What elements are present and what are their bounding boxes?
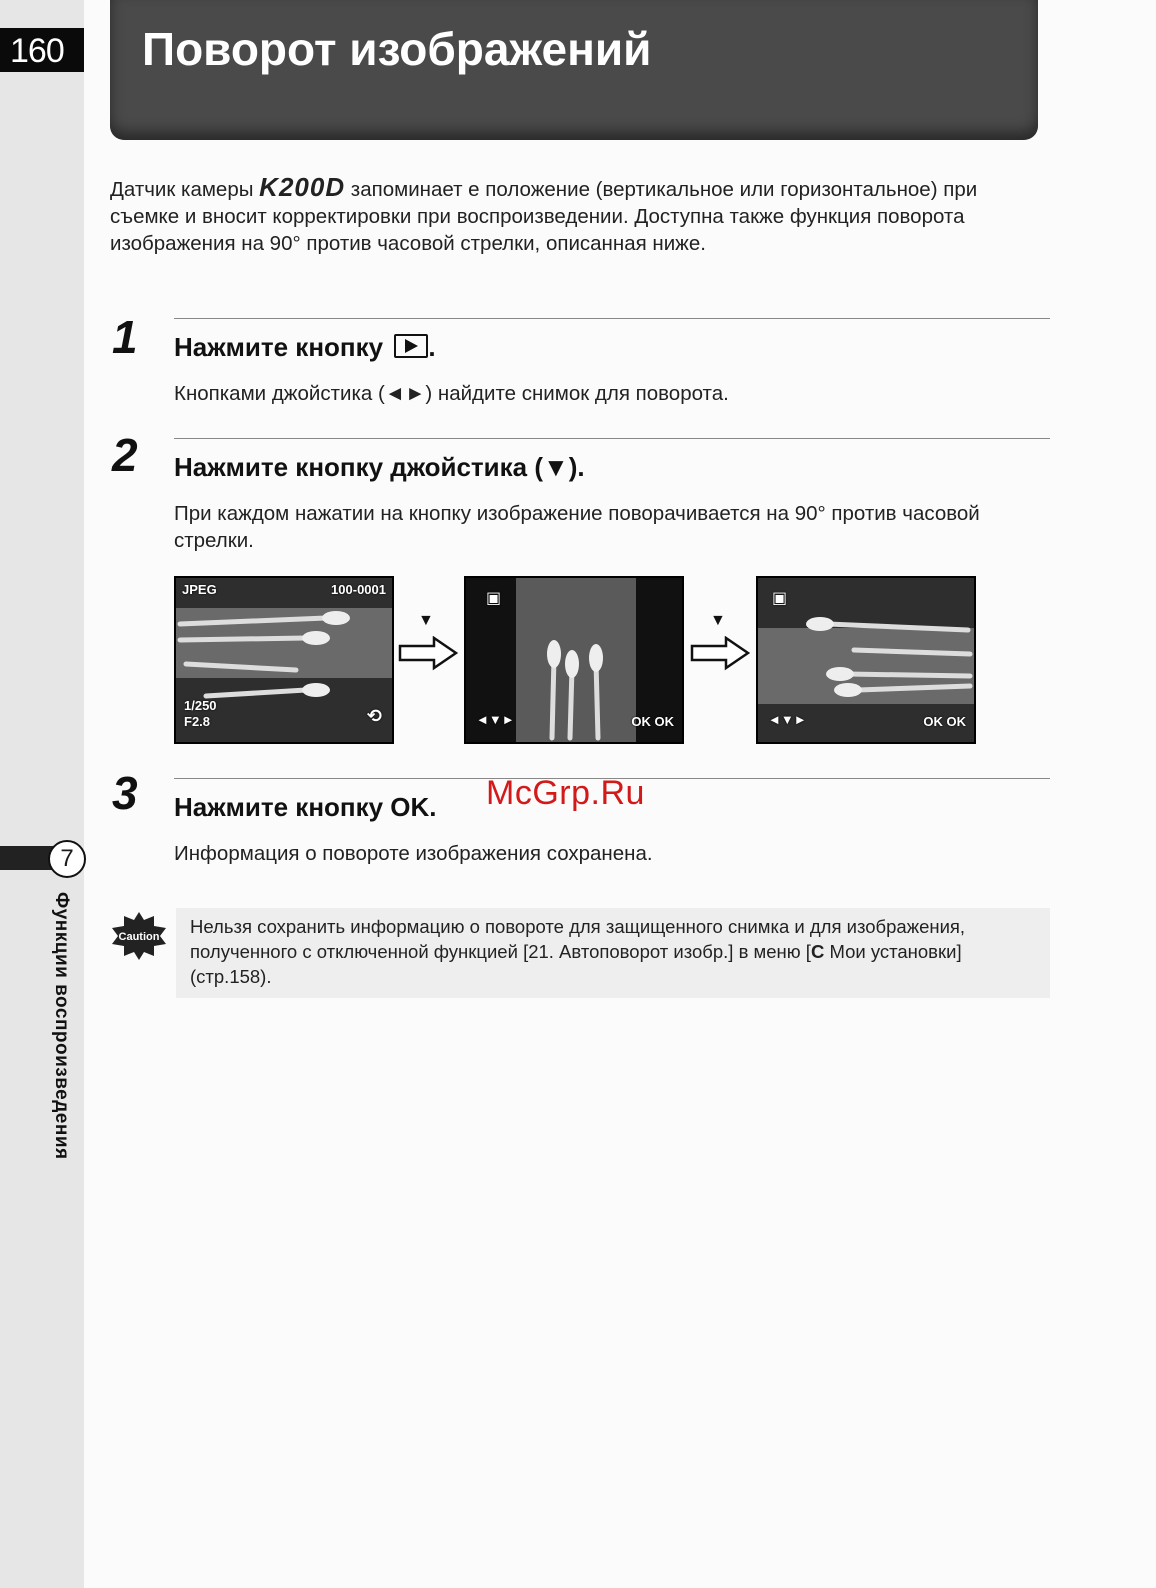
step-divider [174,438,1050,439]
chapter-number: 7 [48,840,86,878]
caution-text-part2: Мои установки] (стр.158). [190,941,962,987]
caution-text [190,914,1030,989]
step-title-suffix: . [428,332,436,362]
caution-icon [110,912,168,960]
intro-before-model: Датчик камеры [110,178,260,201]
left-margin-strip [0,0,84,1588]
step-number: 2 [112,429,138,481]
step-title: Нажмите кнопку джойстика (▼). [174,452,585,482]
step-body: При каждом нажатии на кнопку изображение поворачивается на 90° против часовой стрелки. [174,502,980,552]
rotation-status-icon: ▣ [772,590,788,607]
step-number: 3 [112,767,138,819]
step-title [174,332,436,363]
lcd-screen-original [174,576,394,744]
step-body: Кнопками джойстика (◄►) найдите снимок для поворота. [174,382,729,405]
down-arrow-mark: ▼ [710,612,726,629]
transition-arrow-icon [398,636,458,682]
rotate-icon: ⟲ [366,706,382,726]
caution-icon-label: Caution [118,931,160,943]
transition-arrow-icon [690,636,750,682]
step-title: Нажмите кнопку OK. [174,792,437,822]
step-title-text: Нажмите кнопку [174,332,384,362]
down-arrow-mark: ▼ [418,612,434,629]
page-title: Поворот изображений [142,23,652,75]
shutter-speed: 1/250 [184,698,217,713]
joystick-hint: ◄▼► [768,712,807,727]
watermark: McGrp.Ru [486,774,645,812]
camera-model: K200D [259,172,346,202]
playback-icon [394,334,428,358]
rotation-status-icon: ▣ [486,590,502,607]
step-body: Информация о повороте изображения сохранена. [174,842,653,865]
caution-text-part1: Нельзя сохранить информацию о повороте для защищенного снимка и для изображения, полученного с отключенной функцией [21. Автоповорот изобр.] в меню [ [190,916,966,962]
file-number: 100-0001 [331,582,386,597]
custom-menu-letter: C [810,941,825,962]
page-number: 160 [10,32,64,70]
aperture: F2.8 [184,714,211,729]
joystick-hint: ◄▼► [476,712,515,727]
lcd-screen-rotated-90 [464,576,684,744]
step-number: 1 [112,311,138,363]
intro-after-model: запоминает е положение (вертикальное или горизонтальное) при съемке и вносит корректировки при воспроизведении. Доступна также функция поворота изображения на 90° против часовой стрелки, описанная ниже. [110,178,978,255]
intro-paragraph [110,174,1050,257]
ok-hint: OK OK [631,714,674,729]
step-divider [174,318,1050,319]
ok-hint: OK OK [923,714,966,729]
format-label: JPEG [182,582,217,597]
chapter-title: Функции воспроизведения [51,892,72,1160]
lcd-screen-rotated-180 [756,576,976,744]
